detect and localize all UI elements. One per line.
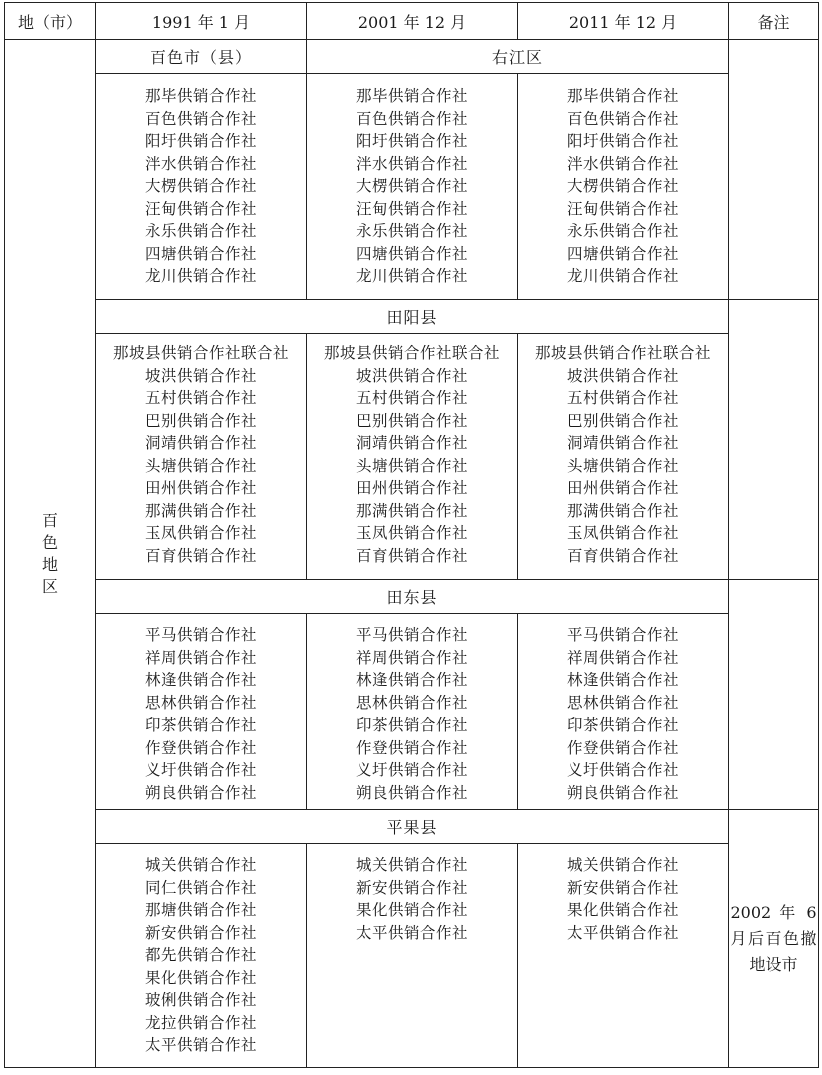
cooperative-item: 朔良供销合作社 (566, 783, 679, 802)
cooperative-item: 平马供销合作社 (355, 626, 468, 644)
cooperative-table (4, 2, 819, 1068)
cooperative-item: 四塘供销合作社 (355, 244, 468, 263)
item-list (307, 74, 517, 288)
item-list (307, 614, 517, 804)
cooperative-item: 果化供销合作社 (566, 901, 679, 919)
cooperative-item: 印茶供销合作社 (566, 716, 679, 734)
cooperative-item: 作登供销合作社 (144, 738, 257, 757)
cooperative-item: 坡洪供销合作社 (144, 366, 257, 385)
cooperative-item: 田州供销合作社 (355, 479, 468, 497)
header-1991: 1991 年 1 月 (96, 3, 307, 40)
item-list (307, 844, 517, 944)
cooperative-item: 果化供销合作社 (144, 968, 257, 987)
cooperative-item: 作登供销合作社 (566, 738, 679, 757)
cooperative-item: 思林供销合作社 (566, 693, 679, 712)
cooperative-item: 平马供销合作社 (566, 626, 679, 644)
header-2001: 2001 年 12 月 (307, 3, 518, 40)
cooperative-item: 头塘供销合作社 (566, 456, 679, 475)
item-list (518, 844, 728, 944)
cooperative-item: 龙川供销合作社 (355, 267, 468, 285)
item-list (96, 844, 306, 1057)
item-list (518, 334, 728, 567)
cooperative-item: 城关供销合作社 (566, 856, 679, 874)
cooperative-item: 巴别供销合作社 (566, 411, 679, 430)
section-items-row (5, 844, 819, 1068)
region-cell (5, 40, 96, 1068)
cooperative-item: 洞靖供销合作社 (355, 434, 468, 452)
cooperative-item: 洞靖供销合作社 (566, 434, 679, 452)
section-subheader-row (5, 300, 819, 334)
cooperative-item: 祥周供销合作社 (566, 648, 679, 667)
item-list (96, 334, 306, 567)
cooperative-item: 大楞供销合作社 (355, 177, 468, 195)
cooperative-item: 思林供销合作社 (355, 693, 468, 712)
cooperative-item: 太平供销合作社 (566, 923, 679, 942)
cooperative-item: 坡洪供销合作社 (355, 366, 468, 385)
cooperative-item: 大楞供销合作社 (566, 177, 679, 195)
section-items-row (5, 614, 819, 810)
cooperative-item: 义圩供销合作社 (144, 761, 257, 779)
cooperative-item: 那坡县供销合作社联合社 (323, 344, 500, 362)
header-note: 备注 (729, 3, 819, 40)
cooperative-item: 玉凤供销合作社 (566, 524, 679, 542)
cooperative-item: 五村供销合作社 (566, 389, 679, 407)
cooperative-item: 城关供销合作社 (355, 856, 468, 874)
cooperative-item: 义圩供销合作社 (355, 761, 468, 779)
cooperative-item: 汪甸供销合作社 (566, 199, 679, 218)
cooperative-item: 印茶供销合作社 (144, 716, 257, 734)
subheader-1991: 百色市（县） (96, 40, 307, 74)
cooperative-item: 那满供销合作社 (355, 501, 468, 520)
cooperative-item: 洞靖供销合作社 (144, 434, 257, 452)
cooperative-item: 阳圩供销合作社 (144, 132, 257, 150)
cooperative-item: 百色供销合作社 (566, 109, 679, 128)
cooperative-item: 龙川供销合作社 (566, 267, 679, 285)
cooperative-item: 林逢供销合作社 (566, 671, 679, 689)
subheader-county: 田东县 (96, 580, 729, 614)
cooperative-item: 果化供销合作社 (355, 901, 468, 919)
cooperative-item: 四塘供销合作社 (566, 244, 679, 263)
cooperative-item: 林逢供销合作社 (355, 671, 468, 689)
item-list (307, 334, 517, 567)
header-region: 地（市） (5, 3, 96, 40)
cooperative-item: 城关供销合作社 (144, 856, 257, 874)
cooperative-item: 五村供销合作社 (355, 389, 468, 407)
cooperative-item: 阳圩供销合作社 (355, 132, 468, 150)
cooperative-item: 泮水供销合作社 (566, 154, 679, 173)
region-label: 百色地区 (41, 510, 58, 596)
cooperative-item: 那塘供销合作社 (144, 901, 257, 919)
cooperative-item: 玉凤供销合作社 (144, 524, 257, 542)
cooperative-item: 义圩供销合作社 (566, 761, 679, 779)
cooperative-item: 朔良供销合作社 (144, 783, 257, 802)
cooperative-item: 泮水供销合作社 (355, 154, 468, 173)
header-row (5, 3, 819, 40)
cooperative-item: 百育供销合作社 (144, 546, 257, 565)
cooperative-item: 百育供销合作社 (566, 546, 679, 565)
subheader-after: 右江区 (307, 40, 729, 74)
header-2011: 2011 年 12 月 (518, 3, 729, 40)
cooperative-item: 思林供销合作社 (144, 693, 257, 712)
cooperative-item: 四塘供销合作社 (144, 244, 257, 263)
cooperative-item: 那毕供销合作社 (566, 87, 679, 105)
section-subheader-row (5, 40, 819, 74)
cooperative-item: 印茶供销合作社 (355, 716, 468, 734)
note-cell-empty (729, 40, 819, 300)
cooperative-item: 百色供销合作社 (144, 109, 257, 128)
cooperative-item: 新安供销合作社 (144, 923, 257, 942)
cooperative-item: 永乐供销合作社 (566, 222, 679, 240)
cooperative-item: 阳圩供销合作社 (566, 132, 679, 150)
cooperative-item: 太平供销合作社 (355, 923, 468, 942)
section-items-row (5, 74, 819, 300)
cooperative-item: 玻俐供销合作社 (144, 991, 257, 1009)
cooperative-item: 那毕供销合作社 (355, 87, 468, 105)
section-subheader-row (5, 810, 819, 844)
note-cell (729, 810, 819, 1068)
subheader-county: 平果县 (96, 810, 729, 844)
cooperative-item: 永乐供销合作社 (355, 222, 468, 240)
cooperative-item: 那坡县供销合作社联合社 (112, 344, 289, 362)
cooperative-item: 祥周供销合作社 (144, 648, 257, 667)
cooperative-item: 平马供销合作社 (144, 626, 257, 644)
cooperative-item: 汪甸供销合作社 (144, 199, 257, 218)
cooperative-item: 那满供销合作社 (566, 501, 679, 520)
note-cell-empty (729, 300, 819, 580)
cooperative-item: 田州供销合作社 (566, 479, 679, 497)
cooperative-item: 那满供销合作社 (144, 501, 257, 520)
cooperative-item: 那坡县供销合作社联合社 (534, 344, 711, 362)
cooperative-item: 新安供销合作社 (566, 878, 679, 897)
cooperative-item: 坡洪供销合作社 (566, 366, 679, 385)
cooperative-item: 林逢供销合作社 (144, 671, 257, 689)
subheader-county: 田阳县 (96, 300, 729, 334)
cooperative-item: 百育供销合作社 (355, 546, 468, 565)
item-list (518, 74, 728, 288)
cooperative-item: 玉凤供销合作社 (355, 524, 468, 542)
cooperative-item: 大楞供销合作社 (144, 177, 257, 195)
section-subheader-row (5, 580, 819, 614)
cooperative-item: 泮水供销合作社 (144, 154, 257, 173)
cooperative-item: 头塘供销合作社 (355, 456, 468, 475)
note-cell-empty (729, 580, 819, 810)
cooperative-item: 永乐供销合作社 (144, 222, 257, 240)
cooperative-item: 巴别供销合作社 (355, 411, 468, 430)
cooperative-item: 同仁供销合作社 (144, 878, 257, 897)
item-list (518, 614, 728, 804)
cooperative-item: 那毕供销合作社 (144, 87, 257, 105)
cooperative-item: 头塘供销合作社 (144, 456, 257, 475)
cooperative-item: 都先供销合作社 (144, 946, 257, 964)
cooperative-item: 朔良供销合作社 (355, 783, 468, 802)
item-list (96, 614, 306, 804)
cooperative-item: 汪甸供销合作社 (355, 199, 468, 218)
cooperative-item: 龙拉供销合作社 (144, 1013, 257, 1032)
cooperative-item: 五村供销合作社 (144, 389, 257, 407)
cooperative-item: 龙川供销合作社 (144, 267, 257, 285)
section-items-row (5, 334, 819, 580)
cooperative-item: 百色供销合作社 (355, 109, 468, 128)
cooperative-item: 新安供销合作社 (355, 878, 468, 897)
cooperative-item: 作登供销合作社 (355, 738, 468, 757)
cooperative-item: 祥周供销合作社 (355, 648, 468, 667)
cooperative-item: 太平供销合作社 (144, 1036, 257, 1054)
cooperative-item: 巴别供销合作社 (144, 411, 257, 430)
cooperative-item: 田州供销合作社 (144, 479, 257, 497)
note-text: 2002 年 6 月后百色撤地设市 (730, 902, 817, 974)
item-list (96, 74, 306, 288)
